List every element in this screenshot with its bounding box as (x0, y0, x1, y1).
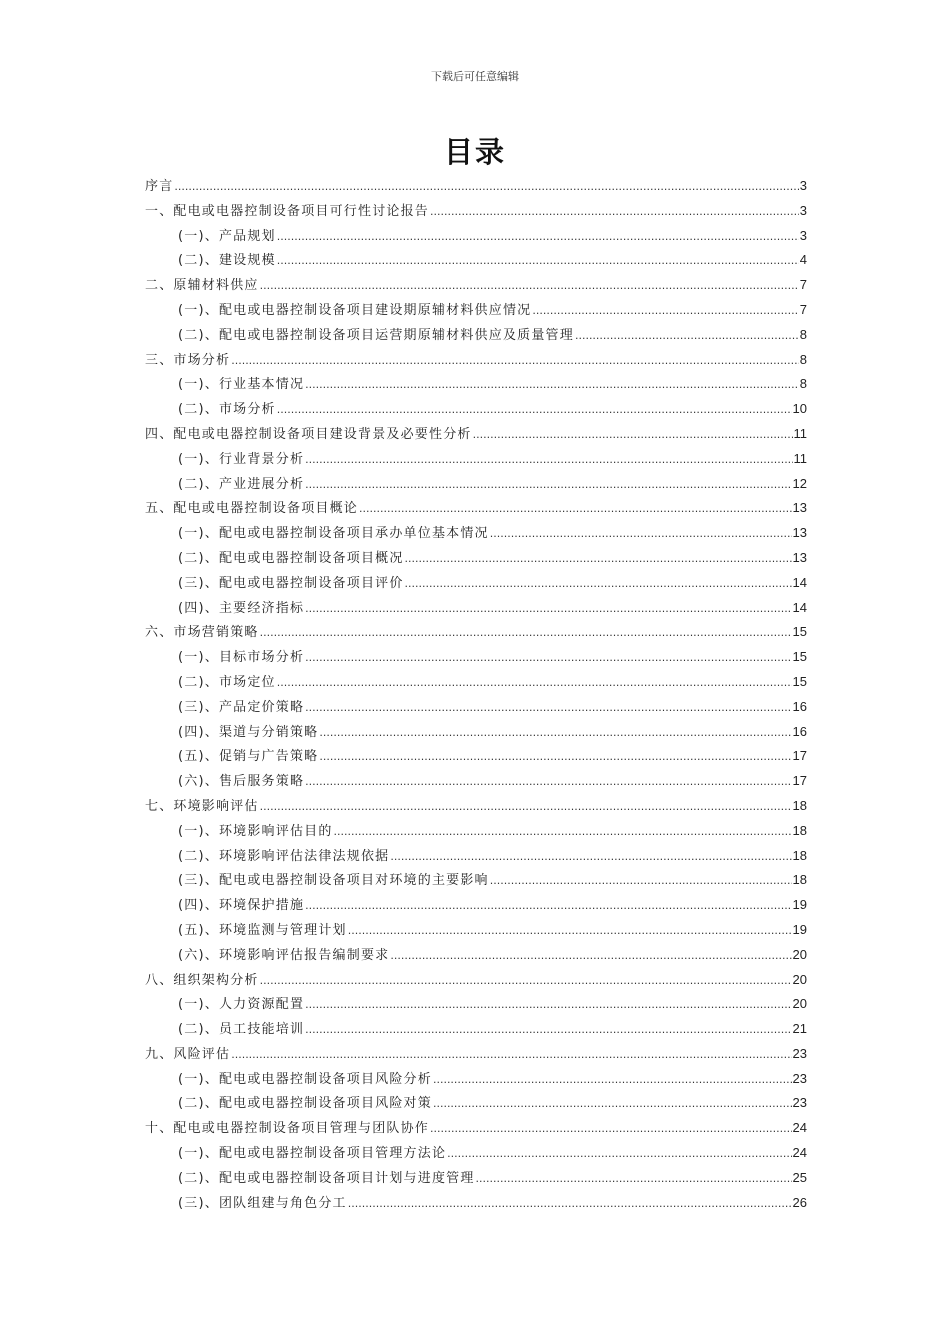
toc-entry-page-number: 15 (792, 649, 807, 665)
page-header-note: 下载后可任意编辑 (431, 70, 519, 83)
toc-entry-page-number: 18 (792, 872, 807, 888)
toc-entry-label: (四)、主要经济指标 (178, 600, 305, 616)
toc-entry-page-number: 18 (792, 847, 807, 863)
toc-entry-label: (五)、环境监测与管理计划 (178, 922, 347, 938)
toc-entry-label: 十、配电或电器控制设备项目管理与团队协作 (145, 1121, 430, 1137)
toc-entry-label: 八、组织架构分析 (145, 972, 259, 988)
toc-entry-label: (一)、配电或电器控制设备项目管理方法论 (178, 1146, 447, 1162)
toc-entry-label: (二)、市场定位 (178, 674, 276, 690)
toc-entry-label: (一)、行业基本情况 (178, 377, 305, 393)
toc-dot-leader (305, 448, 792, 473)
toc-entry-page-number: 19 (792, 921, 807, 937)
toc-entry-section[interactable] (145, 323, 807, 348)
toc-entry-label: (一)、环境影响评估目的 (178, 823, 333, 839)
toc-entry-page-number: 10 (792, 401, 807, 417)
toc-entry-page-number: 13 (792, 500, 807, 516)
toc-dot-leader (490, 869, 792, 894)
toc-entry-label: (二)、产业进展分析 (178, 476, 305, 492)
toc-entry-label: (一)、目标市场分析 (178, 650, 305, 666)
toc-entry-page-number: 18 (792, 822, 807, 838)
toc-entry-page-number: 16 (792, 723, 807, 739)
toc-dot-leader (277, 225, 799, 250)
toc-entry-page-number: 20 (792, 996, 807, 1012)
toc-entry-page-number: 26 (792, 1194, 807, 1210)
toc-entry-section[interactable] (145, 1017, 807, 1042)
toc-entry-page-number: 21 (792, 1021, 807, 1037)
toc-entry-page-number: 7 (799, 277, 807, 293)
toc-entry-section[interactable] (145, 819, 807, 844)
toc-dot-leader (305, 373, 799, 398)
toc-entry-section[interactable] (145, 1141, 807, 1166)
toc-entry-page-number: 20 (792, 946, 807, 962)
toc-dot-leader (277, 671, 792, 696)
toc-dot-leader (305, 770, 791, 795)
toc-entry-section[interactable] (145, 695, 807, 720)
toc-entry-section[interactable] (145, 893, 807, 918)
toc-entry-section[interactable] (145, 1091, 807, 1116)
toc-dot-leader (433, 1068, 792, 1093)
toc-entry-section[interactable] (145, 298, 807, 323)
toc-entry-chapter[interactable] (145, 199, 807, 224)
toc-dot-leader (231, 349, 799, 374)
toc-entry-section[interactable] (145, 769, 807, 794)
toc-dot-leader (348, 1192, 792, 1217)
toc-entry-page-number: 14 (792, 599, 807, 615)
toc-dot-leader (174, 175, 798, 200)
toc-entry-section[interactable] (145, 1067, 807, 1092)
toc-entry-page-number: 15 (792, 673, 807, 689)
toc-entry-section[interactable] (145, 521, 807, 546)
toc-entry-label: 一、配电或电器控制设备项目可行性讨论报告 (145, 203, 430, 219)
toc-entry-label: (二)、建设规模 (178, 253, 276, 269)
toc-entry-page-number: 12 (792, 475, 807, 491)
toc-entry-label: (二)、配电或电器控制设备项目运营期原辅材料供应及质量管理 (178, 327, 574, 343)
toc-entry-section[interactable] (145, 447, 807, 472)
toc-entry-chapter[interactable] (145, 620, 807, 645)
toc-dot-leader (433, 1092, 792, 1117)
toc-dot-leader (277, 398, 792, 423)
toc-dot-leader (305, 473, 791, 498)
toc-dot-leader (231, 1043, 791, 1068)
toc-entry-label: (二)、员工技能培训 (178, 1022, 305, 1038)
toc-entry-section[interactable] (145, 596, 807, 621)
toc-entry-page-number: 24 (792, 1145, 807, 1161)
toc-dot-leader (390, 845, 791, 870)
toc-entry-label: 五、配电或电器控制设备项目概论 (145, 501, 359, 517)
toc-entry-label: (一)、配电或电器控制设备项目建设期原辅材料供应情况 (178, 302, 532, 318)
toc-entry-section[interactable] (145, 992, 807, 1017)
toc-dot-leader (334, 820, 792, 845)
toc-entry-page-number: 14 (792, 574, 807, 590)
toc-dot-leader (260, 274, 799, 299)
toc-entry-page-number: 3 (799, 202, 807, 218)
toc-entry-label: (三)、团队组建与角色分工 (178, 1195, 347, 1211)
toc-entry-page-number: 18 (792, 797, 807, 813)
toc-dot-leader (305, 894, 791, 919)
toc-entry-page-number: 8 (799, 326, 807, 342)
toc-dot-leader (405, 547, 792, 572)
toc-entry-label: (二)、配电或电器控制设备项目概况 (178, 550, 404, 566)
toc-dot-leader (305, 1018, 791, 1043)
toc-entry-chapter[interactable] (145, 794, 807, 819)
toc-entry-section[interactable] (145, 1191, 807, 1216)
toc-entry-chapter[interactable] (145, 174, 807, 199)
toc-entry-chapter[interactable] (145, 1042, 807, 1067)
toc-entry-label: 九、风险评估 (145, 1046, 231, 1062)
toc-entry-section[interactable] (145, 248, 807, 273)
toc-entry-label: (二)、市场分析 (178, 402, 276, 418)
toc-dot-leader (430, 200, 799, 225)
toc-entry-page-number: 3 (799, 227, 807, 243)
toc-entry-chapter[interactable] (145, 422, 807, 447)
toc-entry-chapter[interactable] (145, 968, 807, 993)
toc-dot-leader (476, 1167, 792, 1192)
toc-entry-label: 序言 (145, 179, 174, 194)
toc-entry-label: (三)、配电或电器控制设备项目评价 (178, 575, 404, 591)
toc-entry-label: (二)、配电或电器控制设备项目计划与进度管理 (178, 1170, 475, 1186)
toc-title: 目录 (443, 135, 506, 169)
toc-entry-label: 七、环境影响评估 (145, 798, 259, 814)
toc-entry-section[interactable] (145, 670, 807, 695)
toc-dot-leader (305, 696, 791, 721)
toc-entry-page-number: 15 (792, 624, 807, 640)
toc-dot-leader (447, 1142, 791, 1167)
toc-entry-section[interactable] (145, 868, 807, 893)
toc-entry-section[interactable] (145, 472, 807, 497)
toc-entry-page-number: 11 (793, 425, 807, 441)
toc-dot-leader (260, 621, 792, 646)
toc-entry-page-number: 25 (792, 1169, 807, 1185)
toc-entry-label: (四)、渠道与分销策略 (178, 724, 319, 740)
toc-entry-label: (一)、配电或电器控制设备项目风险分析 (178, 1071, 432, 1087)
toc-dot-leader (390, 944, 791, 969)
toc-entry-label: (一)、人力资源配置 (178, 997, 305, 1013)
toc-entry-page-number: 16 (792, 698, 807, 714)
toc-entry-label: (六)、环境影响评估报告编制要求 (178, 947, 390, 963)
toc-dot-leader (319, 745, 791, 770)
toc-entry-label: (二)、配电或电器控制设备项目风险对策 (178, 1096, 432, 1112)
toc-entry-section[interactable] (145, 372, 807, 397)
toc-entry-page-number: 23 (792, 1070, 807, 1086)
toc-entry-section[interactable] (145, 744, 807, 769)
toc-entry-label: (一)、行业背景分析 (178, 451, 305, 467)
toc-entry-page-number: 4 (799, 252, 807, 268)
toc-dot-leader (305, 646, 791, 671)
toc-dot-leader (359, 497, 792, 522)
toc-entry-page-number: 24 (792, 1120, 807, 1136)
toc-entry-label: (三)、配电或电器控制设备项目对环境的主要影响 (178, 873, 489, 889)
toc-entry-chapter[interactable] (145, 1116, 807, 1141)
toc-dot-leader (260, 795, 792, 820)
toc-entry-page-number: 17 (792, 748, 807, 764)
toc-dot-leader (490, 522, 792, 547)
toc-dot-leader (532, 299, 798, 324)
toc-entry-label: (五)、促销与广告策略 (178, 749, 319, 765)
toc-dot-leader (305, 597, 791, 622)
toc-entry-section[interactable] (145, 844, 807, 869)
toc-entry-page-number: 8 (799, 376, 807, 392)
toc-entry-chapter[interactable] (145, 273, 807, 298)
toc-entry-section[interactable] (145, 546, 807, 571)
toc-entry-page-number: 20 (792, 971, 807, 987)
toc-dot-leader (575, 324, 799, 349)
toc-entry-label: (一)、产品规划 (178, 228, 276, 244)
toc-entry-page-number: 13 (792, 525, 807, 541)
toc-entry-label: (一)、配电或电器控制设备项目承办单位基本情况 (178, 526, 489, 542)
toc-entry-section[interactable] (145, 645, 807, 670)
toc-entry-label: 三、市场分析 (145, 352, 231, 368)
toc-entry-label: 二、原辅材料供应 (145, 278, 259, 294)
toc-dot-leader (430, 1117, 792, 1142)
toc-entry-label: (二)、环境影响评估法律法规依据 (178, 848, 390, 864)
toc-entry-section[interactable] (145, 571, 807, 596)
toc-entry-section[interactable] (145, 720, 807, 745)
toc-dot-leader (473, 423, 793, 448)
toc-entry-label: 四、配电或电器控制设备项目建设背景及必要性分析 (145, 426, 472, 442)
toc-dot-leader (405, 572, 792, 597)
toc-entry-chapter[interactable] (145, 496, 807, 521)
toc-dot-leader (348, 919, 792, 944)
toc-entry-section[interactable] (145, 224, 807, 249)
table-of-contents (145, 174, 807, 1215)
toc-entry-section[interactable] (145, 1166, 807, 1191)
toc-entry-page-number: 7 (799, 301, 807, 317)
toc-dot-leader (305, 993, 791, 1018)
toc-entry-page-number: 11 (793, 450, 807, 466)
toc-entry-chapter[interactable] (145, 348, 807, 373)
toc-entry-label: 六、市场营销策略 (145, 625, 259, 641)
toc-entry-label: (三)、产品定价策略 (178, 699, 305, 715)
toc-entry-page-number: 8 (799, 351, 807, 367)
toc-entry-page-number: 17 (792, 773, 807, 789)
toc-entry-page-number: 13 (792, 549, 807, 565)
toc-dot-leader (319, 721, 791, 746)
toc-entry-page-number: 3 (799, 178, 807, 193)
toc-entry-page-number: 19 (792, 897, 807, 913)
toc-entry-section[interactable] (145, 918, 807, 943)
toc-entry-page-number: 23 (792, 1045, 807, 1061)
toc-entry-section[interactable] (145, 943, 807, 968)
toc-dot-leader (260, 969, 792, 994)
toc-entry-page-number: 23 (792, 1095, 807, 1111)
toc-entry-label: (四)、环境保护措施 (178, 898, 305, 914)
toc-dot-leader (277, 249, 799, 274)
toc-entry-label: (六)、售后服务策略 (178, 774, 305, 790)
toc-entry-section[interactable] (145, 397, 807, 422)
